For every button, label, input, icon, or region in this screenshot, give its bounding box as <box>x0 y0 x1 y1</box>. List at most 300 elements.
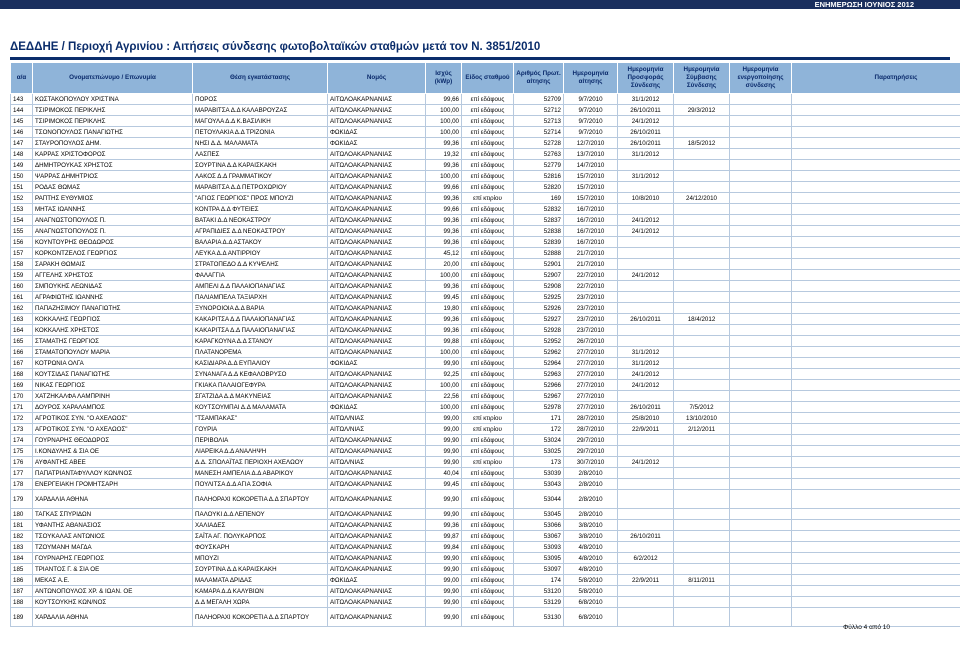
table-cell: 99,36 <box>426 237 462 248</box>
table-cell <box>792 237 960 248</box>
table-cell: ΚΟΥΝΤΟΥΡΗΣ ΘΕΟΔΩΡΟΣ <box>33 237 193 248</box>
table-cell: 25/8/2010 <box>618 413 674 424</box>
table-cell: 99,36 <box>426 325 462 336</box>
table-cell: ΑΙΤΩΛΟΑΚΑΡΝΑΝΙΑΣ <box>328 325 426 336</box>
table-cell: ΒΑΛΑΡΙΑ Δ.Δ ΑΣΤΑΚΟΥ <box>193 237 328 248</box>
table-cell: 179 <box>11 490 33 509</box>
table-cell: 45,12 <box>426 248 462 259</box>
table-cell: 158 <box>11 259 33 270</box>
table-cell: επί εδάφους <box>462 575 514 586</box>
table-cell <box>730 490 792 509</box>
table-cell: ΑΙΤΩΛΟΑΚΑΡΝΑΝΙΑΣ <box>328 369 426 380</box>
table-cell <box>730 391 792 402</box>
table-cell: 52964 <box>514 358 564 369</box>
table-row <box>11 553 960 564</box>
table-cell: 27/7/2010 <box>564 391 618 402</box>
table-cell <box>730 479 792 490</box>
table-cell: ΡΟΔΑΣ ΘΩΜΑΣ <box>33 182 193 193</box>
table-cell: 21/7/2010 <box>564 248 618 259</box>
table-cell: 52901 <box>514 259 564 270</box>
table-cell: ΚΟΥΤΣΟΥΜΠΑΙ Δ.Δ ΜΑΛΑΜΑΤΑ <box>193 402 328 413</box>
table-cell: 164 <box>11 325 33 336</box>
table-cell: ΑΙΤΩΛΟΑΚΑΡΝΑΝΙΑΣ <box>328 520 426 531</box>
table-cell: επί εδάφους <box>462 160 514 171</box>
table-cell: ΑΓΓΕΛΗΣ ΧΡΗΣΤΟΣ <box>33 270 193 281</box>
table-cell: 26/10/2011 <box>618 402 674 413</box>
table-cell: 2/8/2010 <box>564 509 618 520</box>
table-cell: 24/1/2012 <box>618 457 674 468</box>
table-cell: 174 <box>11 435 33 446</box>
table-cell <box>730 446 792 457</box>
table-cell <box>792 457 960 468</box>
table-cell: 99,90 <box>426 608 462 627</box>
table-cell: ΣΤΡΑΤΟΠΕΔΟ Δ.Δ ΚΥΨΕΛΗΣ <box>193 259 328 270</box>
table-cell: ΣΟΥΡΤΙΝΑ Δ.Δ ΚΑΡΑΙΣΚΑΚΗ <box>193 564 328 575</box>
table-cell <box>730 402 792 413</box>
table-cell: ΜΑΛΑΜΑΤΑ ΔΡΙΔΑΣ <box>193 575 328 586</box>
table-cell <box>730 369 792 380</box>
table-cell: 7/5/2012 <box>674 402 730 413</box>
table-cell: ΑΙΤΩΛΟΑΚΑΡΝΑΝΙΑΣ <box>328 94 426 105</box>
table-cell: 171 <box>514 413 564 424</box>
table-cell: επί εδάφους <box>462 358 514 369</box>
table-cell: 52966 <box>514 380 564 391</box>
table-cell: ΦΩΚΙΔΑΣ <box>328 127 426 138</box>
table-cell: 169 <box>514 193 564 204</box>
table-cell: 2/8/2010 <box>564 490 618 509</box>
table-cell: ΓΚΙΑΚΑ ΠΑΛΑΙΟΓΕΦΥΡΑ <box>193 380 328 391</box>
table-cell: ΑΓΡΟΤΙΚΟΣ ΣΥΝ. "Ο ΑΧΕΛΩΟΣ" <box>33 424 193 435</box>
column-header: Αριθμός Πρωτ. αίτησης <box>514 63 564 94</box>
table-cell: 28/7/2010 <box>564 424 618 435</box>
table-cell: 15/7/2010 <box>564 193 618 204</box>
column-header: Ημερομηνία ενεργοποίησης σύνδεσης <box>730 63 792 94</box>
table-cell: 10/8/2010 <box>618 193 674 204</box>
table-cell <box>792 531 960 542</box>
table-cell: 52908 <box>514 281 564 292</box>
table-cell: ΑΙΤΩΛΟΑΚΑΡΝΑΝΙΑΣ <box>328 597 426 608</box>
column-header: Είδος σταθμού <box>462 63 514 94</box>
table-cell <box>674 171 730 182</box>
table-cell: 183 <box>11 542 33 553</box>
column-header: Ημερομηνία Σύμβασης Σύνδεσης <box>674 63 730 94</box>
table-cell: ΑΙΤΩΛΟΑΚΑΡΝΑΝΙΑΣ <box>328 259 426 270</box>
table-cell: ΑΙΤΩΛΟΑΚΑΡΝΑΝΙΑΣ <box>328 490 426 509</box>
table-cell: 149 <box>11 160 33 171</box>
table-cell: 174 <box>514 575 564 586</box>
table-cell <box>618 391 674 402</box>
table-cell: 15/7/2010 <box>564 171 618 182</box>
table-cell: 147 <box>11 138 33 149</box>
table-cell: 13/10/2010 <box>674 413 730 424</box>
table-cell: ΠΑΠΑΤΡΙΑΝΤΑΦΥΛΛΟΥ ΚΩΝ/ΝΟΣ <box>33 468 193 479</box>
table-cell: ΦΩΚΙΔΑΣ <box>328 138 426 149</box>
table-cell: 100,00 <box>426 127 462 138</box>
table-cell: ΑΙΤΩΛΟΑΚΑΡΝΑΝΙΑΣ <box>328 542 426 553</box>
table-cell: 52837 <box>514 215 564 226</box>
table-cell: επί εδάφους <box>462 94 514 105</box>
table-cell <box>674 608 730 627</box>
table-cell: 52820 <box>514 182 564 193</box>
table-cell <box>730 193 792 204</box>
table-cell <box>674 160 730 171</box>
table-cell: 22/9/2011 <box>618 424 674 435</box>
table-cell <box>674 270 730 281</box>
table-cell <box>618 237 674 248</box>
table-cell: ΣΑΪΤΑ ΑΓ. ΠΟΛΥΚΑΡΠΟΣ <box>193 531 328 542</box>
table-cell: ΚΟΥΤΣΟΥΚΗΣ ΚΩΝ/ΝΟΣ <box>33 597 193 608</box>
table-cell: επί εδάφους <box>462 281 514 292</box>
table-cell: 9/7/2010 <box>564 127 618 138</box>
table-cell: ΣΑΡΑΚΗ ΘΩΜΑΙΣ <box>33 259 193 270</box>
table-row <box>11 325 960 336</box>
table-cell: 26/10/2011 <box>618 138 674 149</box>
table-row <box>11 204 960 215</box>
table-cell: 100,00 <box>426 171 462 182</box>
table-cell <box>618 564 674 575</box>
table-cell: 99,90 <box>426 564 462 575</box>
table-cell: ΑΙΤΩΛΟΑΚΑΡΝΑΝΙΑΣ <box>328 435 426 446</box>
table-cell <box>792 391 960 402</box>
table-cell <box>674 479 730 490</box>
table-cell: 52926 <box>514 303 564 314</box>
table-cell <box>674 94 730 105</box>
table-row <box>11 160 960 171</box>
table-cell: επί εδάφους <box>462 182 514 193</box>
table-cell: 157 <box>11 248 33 259</box>
table-cell: ΒΑΤΑΚΙ Δ.Δ ΝΕΟΚΑΣΤΡΟΥ <box>193 215 328 226</box>
table-cell: 12/7/2010 <box>564 138 618 149</box>
table-cell <box>618 303 674 314</box>
table-cell <box>618 336 674 347</box>
table-cell: 2/8/2010 <box>564 479 618 490</box>
table-cell: 99,90 <box>426 358 462 369</box>
table-cell: ΤΡΙΑΝΤΟΣ Γ. & ΣΙΑ ΟΕ <box>33 564 193 575</box>
table-cell: 2/12/2011 <box>674 424 730 435</box>
table-cell: 53045 <box>514 509 564 520</box>
table-cell: ΜΗΤΑΣ ΙΩΑΝΝΗΣ <box>33 204 193 215</box>
table-cell: "ΤΣΑΜΠΑΚΑΣ" <box>193 413 328 424</box>
table-cell: 52709 <box>514 94 564 105</box>
table-cell: ΥΦΑΝΤΗΣ ΑΘΑΝΑΣΙΟΣ <box>33 520 193 531</box>
table-row <box>11 457 960 468</box>
table-cell <box>730 204 792 215</box>
table-cell <box>674 325 730 336</box>
table-cell: 2/8/2010 <box>564 468 618 479</box>
table-cell: ΑΥΦΑΝΤΗΣ ΑΒΕΕ <box>33 457 193 468</box>
table-cell: επί εδάφους <box>462 380 514 391</box>
table-cell: ΚΟΚΚΑΛΗΣ ΧΡΗΣΤΟΣ <box>33 325 193 336</box>
table-cell: 99,90 <box>426 586 462 597</box>
table-cell: 53097 <box>514 564 564 575</box>
table-cell <box>792 94 960 105</box>
table-cell: 14/7/2010 <box>564 160 618 171</box>
table-cell: 18/4/2012 <box>674 314 730 325</box>
table-row <box>11 468 960 479</box>
table-row <box>11 391 960 402</box>
table-cell <box>618 325 674 336</box>
table-cell: 5/8/2010 <box>564 586 618 597</box>
page-title <box>10 41 540 53</box>
table-cell <box>730 457 792 468</box>
table-cell <box>674 586 730 597</box>
table-cell: Ι.ΚΟΝΔΥΛΗΣ & ΣΙΑ ΟΕ <box>33 446 193 457</box>
table-cell: 99,84 <box>426 542 462 553</box>
table-cell: ΠΟΡΟΣ <box>193 94 328 105</box>
table-cell: 172 <box>11 413 33 424</box>
table-cell <box>674 182 730 193</box>
table-cell: ΑΝΤΩΝΟΠΟΥΛΟΣ ΧΡ. & ΙΩΑΝ. ΟΕ <box>33 586 193 597</box>
table-cell: ΡΑΠΤΗΣ ΕΥΘΥΜΙΟΣ <box>33 193 193 204</box>
table-cell <box>674 553 730 564</box>
table-cell <box>674 468 730 479</box>
table-cell: 99,90 <box>426 435 462 446</box>
table-cell <box>730 509 792 520</box>
table-row <box>11 292 960 303</box>
column-header: Ημερομηνία Προσφοράς Σύνδεσης <box>618 63 674 94</box>
table-cell <box>674 446 730 457</box>
table-cell: ΣΜΠΟΥΚΗΣ ΛΕΩΝΙΔΑΣ <box>33 281 193 292</box>
table-cell <box>730 435 792 446</box>
table-cell: ΓΟΥΡΙΑ <box>193 424 328 435</box>
table-cell <box>792 435 960 446</box>
table-cell <box>674 369 730 380</box>
table-row <box>11 237 960 248</box>
table-row <box>11 520 960 531</box>
table-cell: 53120 <box>514 586 564 597</box>
table-cell <box>792 270 960 281</box>
table-cell <box>730 160 792 171</box>
table-cell: 148 <box>11 149 33 160</box>
table-cell <box>730 292 792 303</box>
table-cell: 52927 <box>514 314 564 325</box>
table-cell: 15/7/2010 <box>564 182 618 193</box>
table-cell: 24/1/2012 <box>618 215 674 226</box>
table-cell: ΚΟΥΤΣΙΔΑΣ ΠΑΝΑΓΙΩΤΗΣ <box>33 369 193 380</box>
table-cell: 53025 <box>514 446 564 457</box>
table-row <box>11 226 960 237</box>
table-cell: 189 <box>11 608 33 627</box>
table-cell <box>792 424 960 435</box>
table-cell: ΑΓΡΟΤΙΚΟΣ ΣΥΝ. "Ο ΑΧΕΛΩΟΣ" <box>33 413 193 424</box>
table-row <box>11 347 960 358</box>
table-row <box>11 358 960 369</box>
table-cell <box>618 468 674 479</box>
table-cell <box>730 171 792 182</box>
table-cell: επί εδάφους <box>462 215 514 226</box>
table-row <box>11 575 960 586</box>
table-cell <box>730 358 792 369</box>
table-cell: 21/7/2010 <box>564 259 618 270</box>
table-row <box>11 182 960 193</box>
table-cell: 99,00 <box>426 575 462 586</box>
table-row <box>11 531 960 542</box>
table-cell: 52816 <box>514 171 564 182</box>
table-cell: ΑΙΤΩΛΟΑΚΑΡΝΑΝΙΑΣ <box>328 226 426 237</box>
table-cell: 52714 <box>514 127 564 138</box>
table-cell <box>792 182 960 193</box>
table-cell: 99,45 <box>426 292 462 303</box>
table-cell <box>792 259 960 270</box>
table-cell: 99,36 <box>426 215 462 226</box>
column-header: Ισχύς (kWp) <box>426 63 462 94</box>
table-cell: 187 <box>11 586 33 597</box>
table-cell <box>792 116 960 127</box>
table-cell <box>792 303 960 314</box>
table-cell: επί εδάφους <box>462 105 514 116</box>
table-cell: 6/8/2010 <box>564 608 618 627</box>
table-cell <box>730 553 792 564</box>
table-cell: 26/10/2011 <box>618 105 674 116</box>
table-cell: ΣΤΑΥΡΟΠΟΥΛΟΣ ΔΗΜ. <box>33 138 193 149</box>
table-cell: επί εδάφους <box>462 314 514 325</box>
table-cell: επί εδάφους <box>462 171 514 182</box>
table-cell: 19,32 <box>426 149 462 160</box>
table-cell: 29/7/2010 <box>564 446 618 457</box>
table-cell: ΧΑΡΔΑΛΙΑ ΑΘΗΝΑ <box>33 490 193 509</box>
table-cell: ΠΑΛΙΑΜΠΕΛΑ ΤΑΞΙΑΡΧΗ <box>193 292 328 303</box>
table-cell <box>730 586 792 597</box>
table-cell: ΜΠΟΥΖΙ <box>193 553 328 564</box>
table-cell: ΑΙΤΩΛΟΑΚΑΡΝΑΝΙΑΣ <box>328 303 426 314</box>
table-cell: 170 <box>11 391 33 402</box>
table-cell: 29/3/2012 <box>674 105 730 116</box>
table-cell <box>674 292 730 303</box>
table-cell <box>674 520 730 531</box>
table-cell <box>730 542 792 553</box>
table-cell: 27/7/2010 <box>564 358 618 369</box>
table-cell: ΑΜΠΕΛΙ Δ.Δ ΠΑΛΑΙΟΠΑΝΑΓΙΑΣ <box>193 281 328 292</box>
table-cell: 18/5/2012 <box>674 138 730 149</box>
table-cell <box>618 479 674 490</box>
table-row <box>11 413 960 424</box>
table-cell: επί εδάφους <box>462 138 514 149</box>
table-cell <box>618 608 674 627</box>
table-cell: επί εδάφους <box>462 248 514 259</box>
table-cell: επί εδάφους <box>462 347 514 358</box>
table-cell: 52728 <box>514 138 564 149</box>
table-cell <box>792 369 960 380</box>
table-cell: 52888 <box>514 248 564 259</box>
table-cell <box>618 586 674 597</box>
table-cell: επί κτιρίου <box>462 413 514 424</box>
table-cell <box>730 270 792 281</box>
table-cell: 53044 <box>514 490 564 509</box>
table-cell: ΤΖΟΥΜΑΝΗ ΜΑΓΔΑ <box>33 542 193 553</box>
table-cell: 99,36 <box>426 314 462 325</box>
table-cell: ΛΙΑΡΕΙΚΑ Δ.Δ ΑΝΑΛΗΨΗ <box>193 446 328 457</box>
table-cell: 173 <box>514 457 564 468</box>
table-cell <box>730 303 792 314</box>
table-cell: 22/9/2011 <box>618 575 674 586</box>
table-cell: ΚΟΝΤΡΑ Δ.Δ ΦΥΤΕΙΕΣ <box>193 204 328 215</box>
table-cell: επί εδάφους <box>462 608 514 627</box>
table-cell <box>792 575 960 586</box>
table-cell: επί εδάφους <box>462 446 514 457</box>
table-cell: 145 <box>11 116 33 127</box>
table-cell <box>792 479 960 490</box>
table-cell <box>730 531 792 542</box>
table-cell <box>730 94 792 105</box>
table-cell: 99,66 <box>426 182 462 193</box>
table-cell: 99,36 <box>426 160 462 171</box>
table-cell: 53067 <box>514 531 564 542</box>
applications-table <box>10 62 960 627</box>
table-cell: 168 <box>11 369 33 380</box>
table-row <box>11 424 960 435</box>
table-cell <box>792 292 960 303</box>
column-header: Θέση εγκατάστασης <box>193 63 328 94</box>
table-cell: ΑΙΤΩΛΟΑΚΑΡΝΑΝΙΑΣ <box>328 509 426 520</box>
table-row <box>11 149 960 160</box>
table-cell: 99,90 <box>426 457 462 468</box>
table-cell: 172 <box>514 424 564 435</box>
table-cell: ΧΑΡΔΑΛΙΑ ΑΘΗΝΑ <box>33 608 193 627</box>
table-cell: ΑΙΤΩΛΟΑΚΑΡΝΑΝΙΑΣ <box>328 270 426 281</box>
table-cell: ΑΙΤΩΛΟΑΚΑΡΝΑΝΙΑΣ <box>328 468 426 479</box>
table-cell: επί εδάφους <box>462 586 514 597</box>
table-cell: 23/7/2010 <box>564 314 618 325</box>
table-cell: 181 <box>11 520 33 531</box>
table-cell: 171 <box>11 402 33 413</box>
table-cell: ΑΙΤΩΛΟΑΚΑΡΝΑΝΙΑΣ <box>328 171 426 182</box>
table-cell <box>618 160 674 171</box>
table-cell: ΣΤΑΜΑΤΟΠΟΥΛΟΥ ΜΑΡΙΑ <box>33 347 193 358</box>
table-cell: 9/7/2010 <box>564 94 618 105</box>
table-cell: επί εδάφους <box>462 226 514 237</box>
table-cell: 30/7/2010 <box>564 457 618 468</box>
table-cell: 188 <box>11 597 33 608</box>
table-cell: 100,00 <box>426 270 462 281</box>
table-cell <box>730 182 792 193</box>
table-cell: ΚΑΣΙΔΙΑΡΑ Δ.Δ ΕΥΠΑΛΙΟΥ <box>193 358 328 369</box>
table-cell: ΣΤΑΜΑΤΗΣ ΓΕΩΡΓΙΟΣ <box>33 336 193 347</box>
table-row <box>11 435 960 446</box>
table-cell <box>792 215 960 226</box>
table-cell: ΦΩΚΙΔΑΣ <box>328 402 426 413</box>
table-cell: ΜΑΝΕΣΗ ΑΜΠΕΛΙΑ Δ.Δ ΑΒΑΡΙΚΟΥ <box>193 468 328 479</box>
table-cell: επί εδάφους <box>462 479 514 490</box>
table-row <box>11 171 960 182</box>
table-cell: 16/7/2010 <box>564 215 618 226</box>
table-cell: ΑΙΤΩΛ/ΝΙΑΣ <box>328 457 426 468</box>
table-cell: 154 <box>11 215 33 226</box>
table-cell: ΧΑΛΙΑΔΕΣ <box>193 520 328 531</box>
table-cell: επί εδάφους <box>462 520 514 531</box>
table-cell: ΣΟΥΡΤΙΝΑ Δ.Δ ΚΑΡΑΙΣΚΑΚΗ <box>193 160 328 171</box>
table-cell: ΑΙΤΩΛΟΑΚΑΡΝΑΝΙΑΣ <box>328 160 426 171</box>
table-cell: 53093 <box>514 542 564 553</box>
table-cell: ΑΙΤΩΛΟΑΚΑΡΝΑΝΙΑΣ <box>328 292 426 303</box>
table-cell <box>674 116 730 127</box>
table-row <box>11 608 960 627</box>
table-cell: ΦΟΥΣΚΑΡΗ <box>193 542 328 553</box>
table-cell <box>674 435 730 446</box>
table-cell <box>674 391 730 402</box>
table-row <box>11 369 960 380</box>
table-cell: 3/8/2010 <box>564 520 618 531</box>
table-cell <box>618 292 674 303</box>
top-banner <box>0 0 960 9</box>
table-cell: 162 <box>11 303 33 314</box>
table-cell <box>792 171 960 182</box>
table-cell: 24/1/2012 <box>618 369 674 380</box>
table-cell <box>618 259 674 270</box>
table-cell: 31/1/2012 <box>618 149 674 160</box>
table-cell: ΑΙΤΩΛΟΑΚΑΡΝΑΝΙΑΣ <box>328 586 426 597</box>
table-cell: ΠΕΡΙΒΟΛΙΑ <box>193 435 328 446</box>
table-cell: 16/7/2010 <box>564 226 618 237</box>
